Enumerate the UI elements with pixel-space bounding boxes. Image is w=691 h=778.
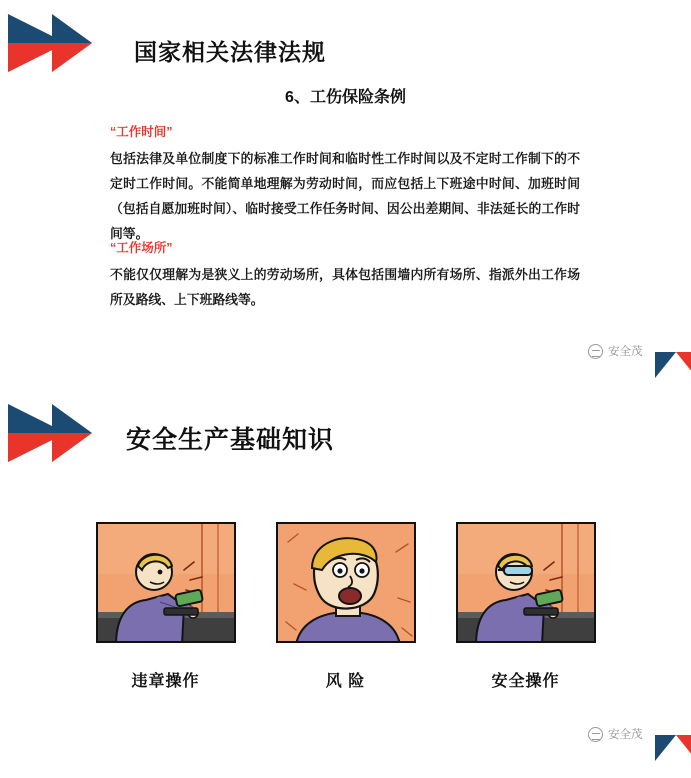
chevron-red-secondary-icon [52,433,92,462]
corner-triangle-blue-icon [655,352,676,378]
illustration-row [0,522,691,691]
section-body-working-time: 包括法律及单位制度下的标准工作时间和临时性工作时间以及不定时工作制下的不定时工作时间。不能简单地理解为劳动时间，而应包括上下班途中时间、加班时间（包括自愿加班时间）、临时接受工作任务时间、因公出差期间、非法延长的工作时间等。 [110,151,580,241]
wechat-icon [588,344,603,359]
section-heading-workplace: “工作场所” [110,241,173,255]
corner-triangle-mark-icon [655,352,691,378]
content-block-workplace [110,238,580,313]
watermark-badge-secondary [588,726,643,742]
content-block-working-time [110,122,580,247]
chevron-red-secondary-icon [52,43,92,72]
illustration-risk [276,522,416,691]
corner-triangle-mark-icon-secondary [655,735,691,761]
page-subtitle: 6、工伤保险条例 [285,89,406,106]
illustration-caption: 安全操作 [491,673,560,690]
watermark-label: 安全茂 [608,346,643,358]
watermark-label: 安全茂 [608,729,643,741]
corner-triangle-red-icon [676,735,691,761]
illustration-frame [276,522,416,643]
worker-grinding-no-ppe-icon [98,524,236,643]
injured-worker-face-icon [278,524,416,643]
page-title-secondary: 安全生产基础知识 [126,426,335,454]
illustration-caption: 违章操作 [131,673,200,690]
section-heading-working-time: “工作时间” [110,125,173,139]
page-title: 国家相关法律法规 [134,39,326,65]
corner-triangle-red-icon [676,352,691,378]
arrow-logo-icon [8,14,118,72]
watermark-badge [588,343,643,359]
arrow-logo-icon-secondary [8,404,118,462]
wechat-icon [588,727,603,742]
section-body-workplace: 不能仅仅理解为是狭义上的劳动场所，具体包括围墙内所有场所、指派外出工作场所及路线、上下班路线等。 [110,267,580,307]
illustration-caption: 风 险 [325,673,366,690]
illustration-safe-operation [456,522,596,691]
illustration-violation [96,522,236,691]
illustration-frame [456,522,596,643]
worker-grinding-with-goggles-icon [458,524,596,643]
illustration-frame [96,522,236,643]
corner-triangle-blue-icon [655,735,676,761]
